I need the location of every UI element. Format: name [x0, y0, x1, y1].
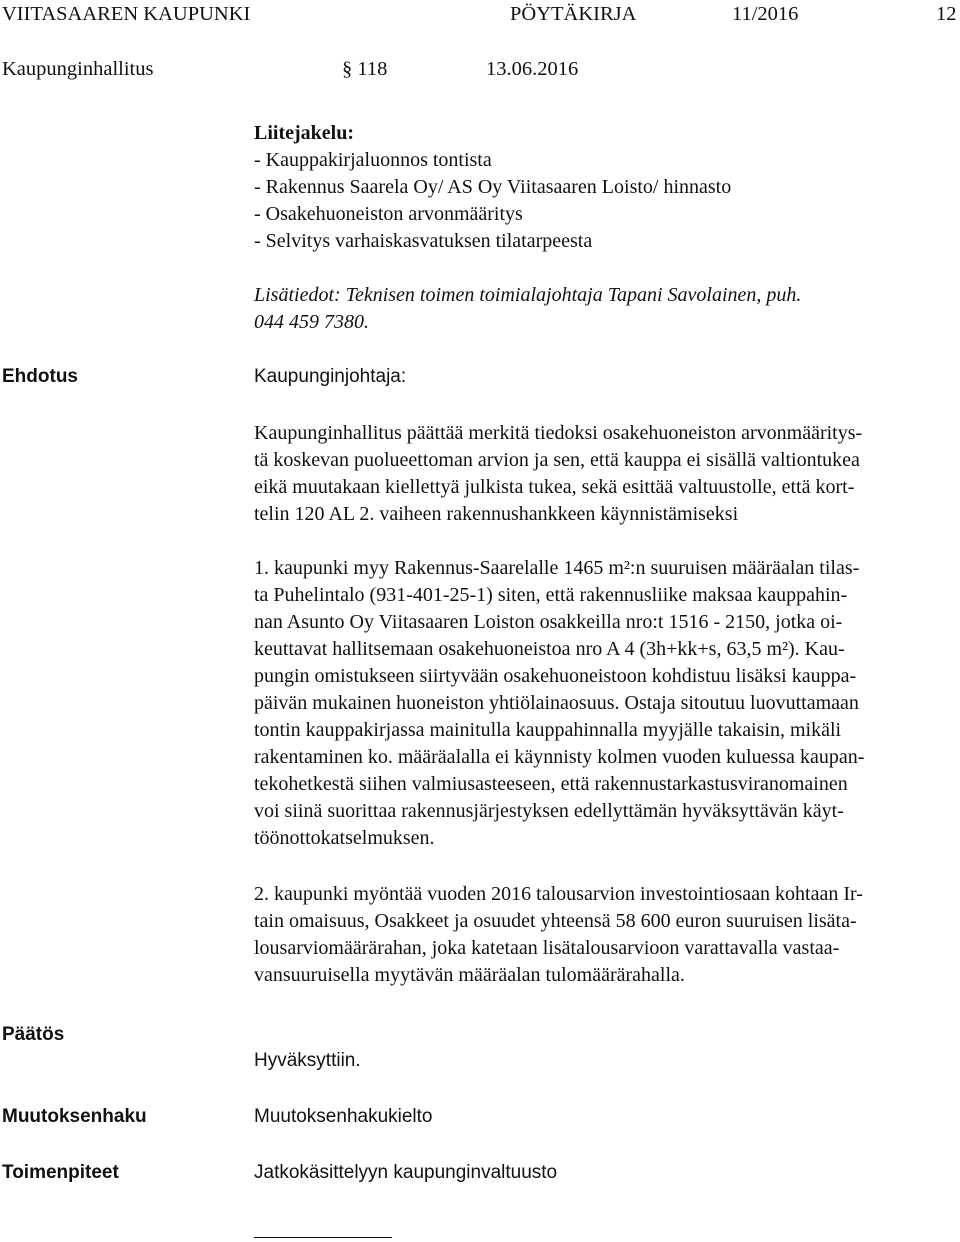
- attachment-item: - Kauppakirjaluonnos tontista: [254, 149, 492, 171]
- proposal-line: keuttavat hallitsemaan osakehuoneistoa nro A 4 (3h+kk+s, 63,5 m²). Kau-: [254, 638, 845, 660]
- proposal-line: vansuuruisella myytävän määräalan tulomäärärahalla.: [254, 964, 685, 986]
- meeting-date: 13.06.2016: [486, 58, 579, 80]
- proposal-line: lousarviomäärärahan, joka katetaan lisätalousarvioon varattavalla vastaa-: [254, 937, 840, 959]
- footer-divider: [254, 1237, 392, 1238]
- actions-text: Jatkokäsittelyyn kaupunginvaltuusto: [254, 1162, 558, 1183]
- proposal-line: tä koskevan puolueettoman arvion ja sen, että kauppa ei sisällä valtiontukea: [254, 449, 860, 471]
- proposal-line: rakentaminen ko. määräalalla ei käynnisty kolmen vuoden kuluessa kaupan-: [254, 746, 865, 768]
- organ-name: Kaupunginhallitus: [2, 58, 154, 80]
- proposal-line: pungin omistukseen siirtyvään osakehuoneistoon kohdistuu lisäksi kauppa-: [254, 665, 857, 687]
- attachment-item: - Selvitys varhaiskasvatuksen tilatarpeesta: [254, 230, 593, 252]
- proposal-line: telin 120 AL 2. vaiheen rakennushankkeen käynnistämiseksi: [254, 503, 739, 525]
- actions-heading: Toimenpiteet: [2, 1162, 119, 1183]
- attachments-title: Liitejakelu:: [254, 122, 354, 144]
- info-phone: 044 459 7380.: [254, 311, 369, 333]
- document-type: PÖYTÄKIRJA: [510, 3, 637, 25]
- proposal-line: 1. kaupunki myy Rakennus-Saarelalle 1465 m²:n suuruisen määräalan tilas-: [254, 557, 860, 579]
- proposal-line: Kaupunginhallitus päättää merkitä tiedoksi osakehuoneiston arvonmääritys-: [254, 422, 863, 444]
- proposal-line: voi siinä suorittaa rakennusjärjestyksen edellyttämän hyväksyttävän käyt-: [254, 800, 844, 822]
- municipality-name: VIITASAAREN KAUPUNKI: [2, 3, 251, 25]
- info-line: Lisätiedot: Teknisen toimen toimialajohtaja Tapani Savolainen, puh.: [254, 284, 802, 306]
- appeal-heading: Muutoksenhaku: [2, 1106, 147, 1127]
- document-number: 11/2016: [732, 3, 799, 25]
- attachment-item: - Osakehuoneiston arvonmääritys: [254, 203, 523, 225]
- section-number: § 118: [342, 58, 388, 80]
- proposal-heading: Ehdotus: [2, 366, 78, 387]
- proposal-line: tontin kauppakirjassa mainitulla kauppahinnalla myyjälle takaisin, mikäli: [254, 719, 842, 741]
- proposal-line: nan Asunto Oy Viitasaaren Loiston osakkeilla nro:t 1516 - 2150, jotka oi-: [254, 611, 843, 633]
- proposer-label: Kaupunginjohtaja:: [254, 366, 407, 387]
- proposal-line: eikä muutakaan kiellettyä julkista tukea, sekä esittää valtuustolle, että kort-: [254, 476, 855, 498]
- proposal-line: päivän mukainen huoneiston yhtiölainaosuus. Ostaja sitoutuu luovuttamaan: [254, 692, 859, 714]
- proposal-line: 2. kaupunki myöntää vuoden 2016 talousarvion investointiosaan kohtaan Ir-: [254, 883, 863, 905]
- proposal-line: tekohetkestä siihen valmiusasteeseen, että rakennustarkastusviranomainen: [254, 773, 848, 795]
- proposal-line: ta Puhelintalo (931-401-25-1) siten, että rakennusliike maksaa kauppahin-: [254, 584, 848, 606]
- decision-heading: Päätös: [2, 1024, 65, 1045]
- appeal-text: Muutoksenhakukielto: [254, 1106, 433, 1127]
- proposal-line: töönottokatselmuksen.: [254, 827, 435, 849]
- decision-text: Hyväksyttiin.: [254, 1050, 361, 1071]
- attachment-item: - Rakennus Saarela Oy/ AS Oy Viitasaaren Loisto/ hinnasto: [254, 176, 732, 198]
- page-number: 12: [936, 3, 957, 25]
- proposal-line: tain omaisuus, Osakkeet ja osuudet yhteensä 58 600 euron suuruisen lisäta-: [254, 910, 857, 932]
